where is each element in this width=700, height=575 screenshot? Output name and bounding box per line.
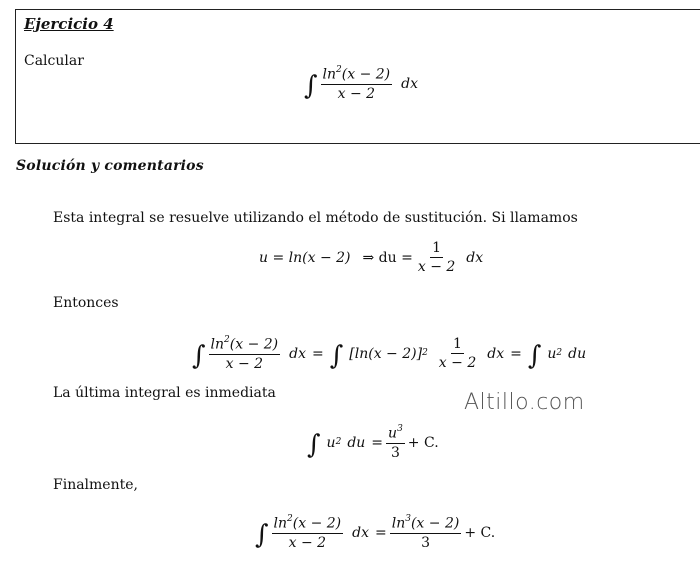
integral-sign: ∫ [304, 70, 318, 101]
exercise-intro: Calcular [24, 53, 84, 69]
fraction: $\frac{\ln^2(x - 2)}{x - 2}$ [322, 65, 391, 102]
paragraph-4: Finalmente, [53, 477, 138, 493]
watermark-logo: Altillo.com [464, 390, 585, 415]
immediate-integral: ∫ u $^2$ du = $\frac{u^3}{3}$ + C. [307, 424, 439, 461]
paragraph-2: Entonces [53, 295, 119, 311]
paragraph-1: Esta integral se resuelve utilizando el método de sustitución. Si llamamos [53, 210, 578, 226]
solution-title: Solución y comentarios [16, 158, 204, 174]
exercise-title: Ejercicio 4 [24, 15, 114, 33]
paragraph-3: La última integral es inmediata [53, 385, 276, 401]
substitution-equation: u = ln(x − 2) ⇒ du = $\frac{1}{x - 2}$ dx [259, 240, 484, 276]
integral-chain: ∫ $\frac{\ln^2(x - 2)}{x - 2}$ dx = ∫ [ln(x − 2)] $^2$ $\frac{1}{x - 2}$ dx = ∫ u $^2$ du [192, 335, 587, 372]
final-result: ∫ $\frac{\ln^2(x - 2)}{x - 2}$ dx = $\frac{\ln^3(x - 2)}{3}$ + C. [255, 514, 496, 551]
exercise-integral: ∫ $\frac{\ln^2(x - 2)}{x - 2}$ dx [304, 65, 418, 102]
